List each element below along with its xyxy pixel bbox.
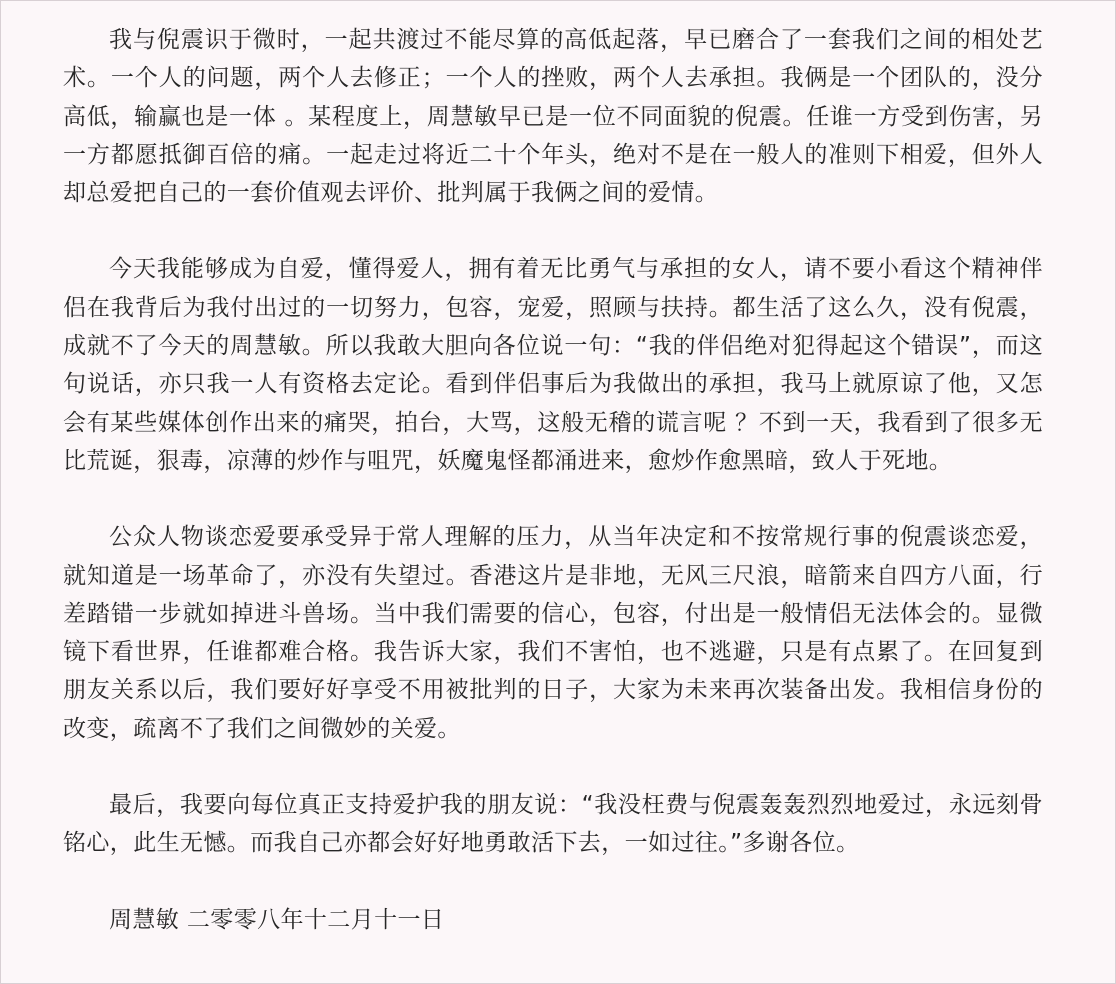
paragraph: 今天我能够成为自爱，懂得爱人，拥有着无比勇气与承担的女人，请不要小看这个精神伴侣在我背后为我付出过的一切努力，包容，宠爱，照顾与扶持。都生活了这么久，没有倪震，成就不了今天的周慧敏。所以我敢大胆向各位说一句：“我的伴侣绝对犯得起这个错误”，而这句说话，亦只我一人有资格去定论。看到伴侣事后为我做出的承担，我马上就原谅了他，又怎会有某些媒体创作出来的痛哭，拍台，大骂，这般无稽的谎言呢 ？不到一天，我看到了很多无比荒诞，狠毒，凉薄的炒作与咀咒，妖魔鬼怪都涌进来，愈炒作愈黑暗，致人于死地。 (63, 256, 1043, 474)
paragraph: 最后，我要向每位真正支持爱护我的朋友说：“我没枉费与倪震轰轰烈烈地爱过，永远刻骨铭心，此生无憾。而我自己亦都会好好地勇敢活下去，一如过往。”多谢各位。 (63, 792, 1043, 857)
paragraph: 公众人物谈恋爱要承受异于常人理解的压力，从当年决定和不按常规行事的倪震谈恋爱，就知道是一场革命了，亦没有失望过。香港这片是非地，无风三尺浪，暗箭来自四方八面，行差踏错一步就如掉进斗兽场。当中我们需要的信心，包容，付出是一般情侣无法体会的。显微镜下看世界，任谁都难合格。我告诉大家，我们不害怕，也不逃避，只是有点累了。在回复到朋友关系以后，我们要好好享受不用被批判的日子，大家为未来再次装备出发。我相信身份的改变，疏离不了我们之间微妙的关爱。 (63, 524, 1043, 742)
paragraph: 我与倪震识于微时，一起共渡过不能尽算的高低起落，早已磨合了一套我们之间的相处艺术。一个人的问题，两个人去修正；一个人的挫败，两个人去承担。我俩是一个团队的，没分高低，输赢也是一体 。某程度上，周慧敏早已是一位不同面貌的倪震。任谁一方受到伤害，另一方都愿抵御百倍的痛。一起走过将近二十个年头，绝对不是在一般人的准则下相爱，但外人却总爱把自己的一套价值观去评价、批判属于我俩之间的爱情。 (63, 27, 1043, 207)
signature-line: 周慧敏 二零零八年十二月十一日 (109, 906, 445, 933)
letter-body (63, 21, 1043, 939)
